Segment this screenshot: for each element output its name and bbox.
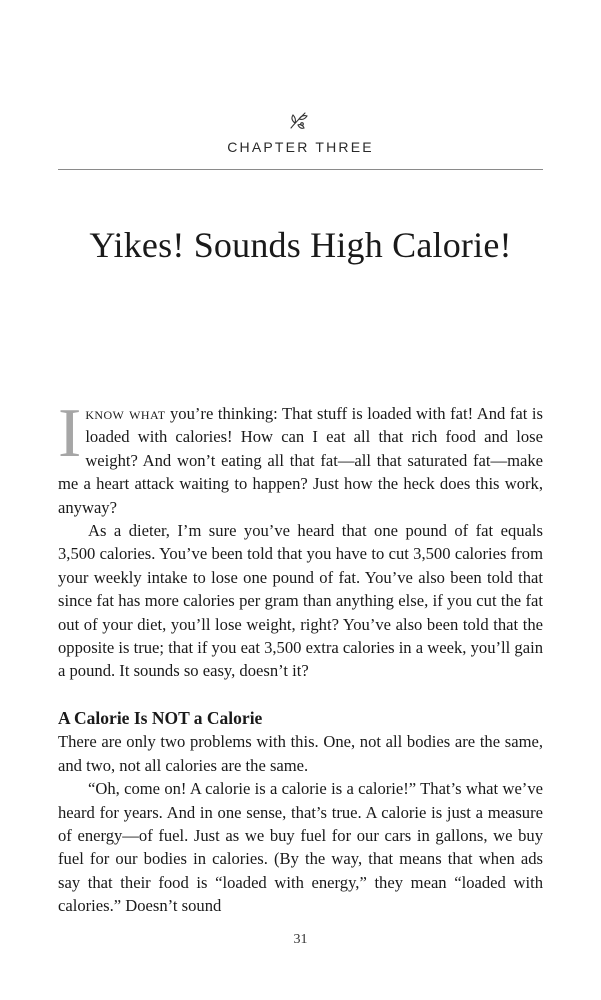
paragraph-3: There are only two problems with this. One, not all bodies are the same, and two, not all calories are the same. <box>58 732 543 775</box>
chapter-title: Yikes! Sounds High Calorie! <box>89 225 512 266</box>
leaf-sprig-icon <box>286 108 310 132</box>
page-number: 31 <box>293 932 308 947</box>
drop-cap: I <box>58 395 82 472</box>
paragraph-4: “Oh, come on! A calorie is a calorie is a calorie!” That’s what we’ve heard for years. And in one sense, that’s true. A calorie is just a measure of energy—of fuel. Just as we buy fuel for our cars in gallons, we buy fuel for our bodies in calories. (By the way, that means that when ads say that their food is “loaded with energy,” they mean “loaded with calories.” Doesn’t sound <box>58 779 543 916</box>
opening-paragraph <box>58 395 543 519</box>
paragraph-2: As a dieter, I’m sure you’ve heard that one pound of fat equals 3,500 calories. You’ve been told that you have to cut 3,500 calories from your weekly intake to lose one pound of fat. You’ve also been told that since fat has more calories per gram than anything else, if you cut the fat out of your diet, you’ll lose weight, right? You’ve also been told that the opposite is true; that if you eat 3,500 extra calories in a week, you’ll gain a pound. It sounds so easy, doesn’t it? <box>58 521 543 681</box>
section-heading: A Calorie Is NOT a Calorie <box>58 707 263 728</box>
chapter-label: CHAPTER THREE <box>227 139 374 155</box>
chapter-body <box>58 395 543 918</box>
lead-in-smallcaps: know what <box>85 404 166 423</box>
chapter-divider <box>58 169 543 170</box>
opening-paragraph-text: you’re thinking: That stuff is loaded with fat! And fat is loaded with calories! How can I eat all that rich food and lose weight? And won’t eating all that fat—all that saturated fat—make me a heart attack waiting to happen? Just how the heck does this work, anyway? <box>58 404 543 517</box>
